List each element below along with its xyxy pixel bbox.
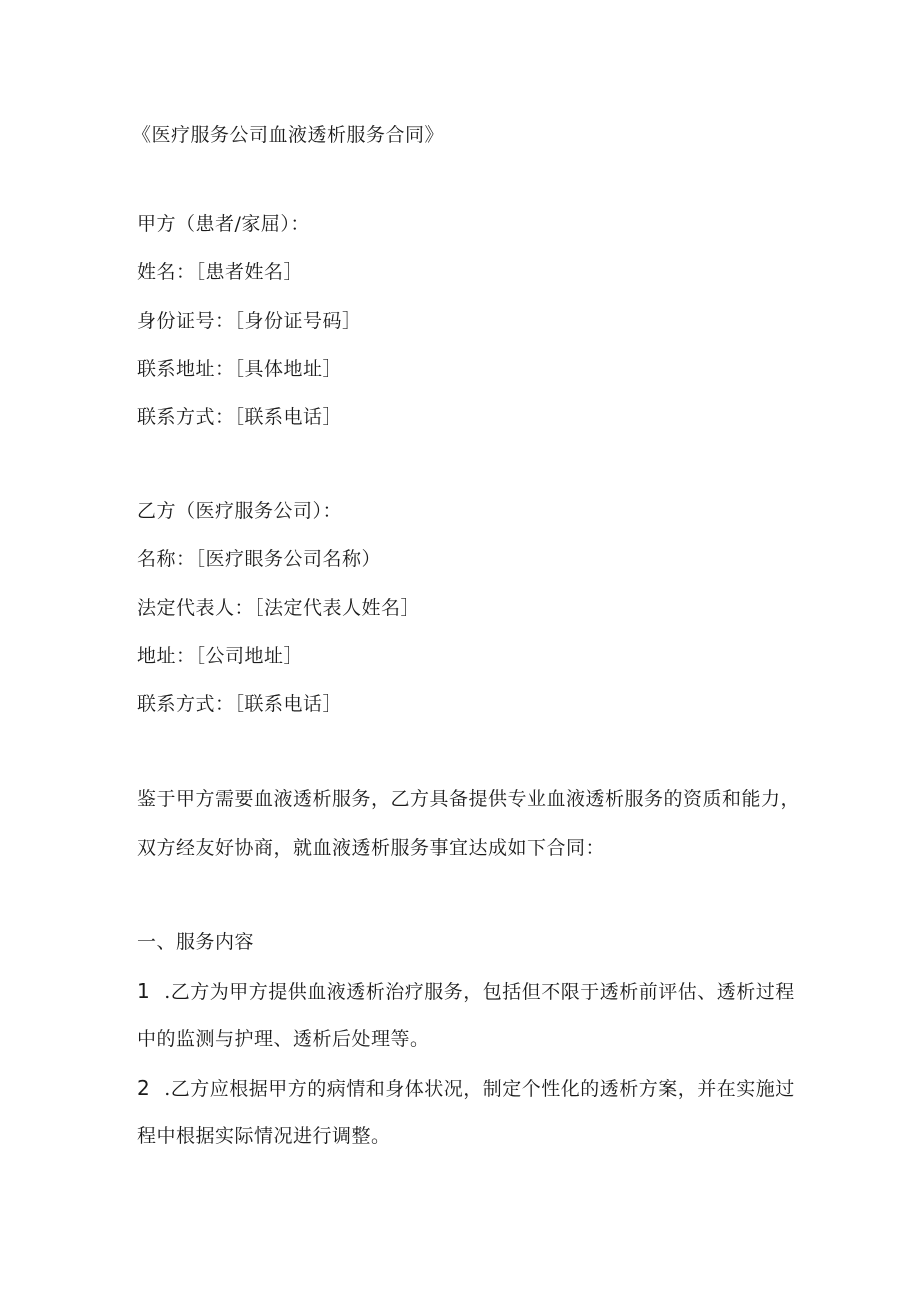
preamble-line-1: 鉴于甲方需要血液透析服务，乙方具备提供专业血液透析服务的资质和能力，: [137, 788, 801, 810]
party-b-name: 名称：［医疗眼务公司名称）: [137, 548, 382, 570]
clause-1-line-2: 中的监测与护理、透析后处理等。: [137, 1028, 430, 1050]
section-1-heading: 一、服务内容: [137, 931, 255, 953]
party-a-contact: 联系方式：［联系电话］: [137, 406, 343, 428]
clause-2-line-2: 程中根据实际情况进行调整。: [137, 1125, 391, 1147]
party-b-address: 地址：［公司地址］: [137, 645, 304, 667]
clause-2-line-1: [137, 1076, 795, 1101]
party-a-heading: 甲方（患者/家屈）：: [137, 213, 310, 235]
clause-1-line-1: [137, 979, 795, 1004]
party-b-legal-rep: 法定代表人：［法定代表人姓名］: [137, 597, 421, 619]
clause-number: 2: [137, 1076, 151, 1100]
document-title: 《医疗服务公司血液透析服务合同》: [132, 124, 445, 146]
party-b-contact: 联系方式：［联系电话］: [137, 693, 343, 715]
party-b-heading: 乙方（医疗服务公司）：: [137, 500, 343, 522]
clause-text: .乙方为甲方提供血液透析治疗服务，包括但不限于透析前评估、透析过程: [164, 981, 795, 1003]
clause-number: 1: [137, 979, 151, 1003]
party-a-address: 联系地址：［具体地址］: [137, 358, 343, 380]
party-a-name: 姓名：［患者姓名］: [137, 261, 304, 283]
party-a-id-number: 身份证号：［身份证号码］: [137, 310, 362, 332]
clause-text: .乙方应根据甲方的病情和身体状况，制定个性化的透析方案，并在实施过: [164, 1078, 795, 1100]
preamble-line-2: 双方经友好协商，就血液透析服务事宜达成如下合同：: [137, 837, 606, 859]
